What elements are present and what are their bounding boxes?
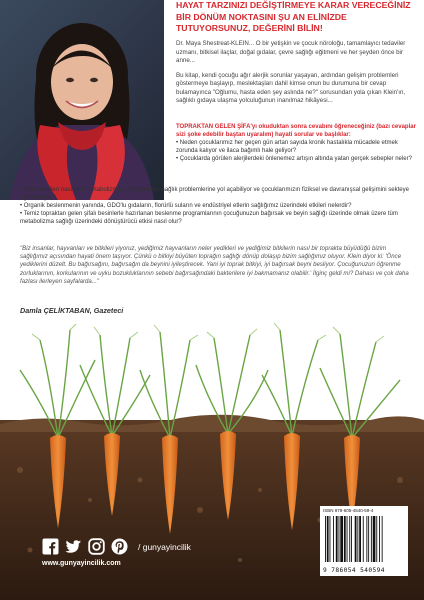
questions-continued: [20, 186, 414, 226]
question-item: • Gıda alerjileri nasıl tüm metabolizmayı etkileyebilen sağlık problemlerine yol açabiliyor ve çocuklarımızın fiziksel ve davranışsal gelişimini sekteye uğratabiliyor?: [20, 187, 409, 201]
website-link[interactable]: www.gunyayincilik.com: [42, 560, 121, 567]
headline: HAYAT TARZINIZI DEĞİŞTİRMEYE KARAR VERECEĞİNİZ BİR DÖNÜM NOKTASINI ŞU AN ELİNİZDE TUTUYORSUNUZ, DEĞERİNİ BİLİN!: [176, 0, 411, 33]
intro-text: [176, 40, 416, 112]
questions-title: TOPRAKTAN GELEN ŞİFA'yı okuduktan sonra cevabını öğreneceğiniz (bazı cevaplar sizi şoke edebilir baştan uyaralım) hayati sorular ve başlıklar:: [176, 124, 416, 138]
facebook-icon[interactable]: [42, 538, 59, 555]
pinterest-icon[interactable]: [111, 538, 128, 555]
questions-section: [176, 123, 416, 163]
social-links: [42, 538, 191, 555]
isbn-barcode: [320, 506, 408, 576]
intro-paragraph: Dr. Maya Shestreat-KLEIN... O bir yetişkin ve çocuk nöroloğu, tamamlayıcı tedaviler uzmanı, bitkisel ilaçlar, doğal gıdalar, çevre sağlığı eğitmeni ve her şeyden önce bir anne...: [176, 40, 406, 64]
social-handle: / gunyayincilik: [138, 541, 191, 552]
quote-author: Damla ÇELİKTABAN, Gazeteci: [20, 306, 124, 315]
question-item: • Çocuklarda görülen alerjilerdeki önlenemez artışın altında yatan gerçek sebepler neler?: [176, 156, 412, 162]
question-item: • Organik beslenmenin yanında, GDO'lu gıdaların, florürlü suların ve endüstriyel etlerin sağlığımız üzerindeki etkileri nelerdir?: [20, 203, 352, 209]
question-item: • Neden çocuklarımız her geçen gün artan sayıda kronik hastalıkla mücadele etmek zorunda kalıyor ve ilaca bağımlı hale geliyor?: [176, 140, 398, 154]
question-item: • Temiz topraktan gelen şifalı besinlerle hazırlanan beslenme programlarının çocuğunuzun bağırsak ve beyin sağlığı üzerinde olmak üzere tüm metabolizma sağlığı üzerindeki dönüştürücü etkisi nasıl olur?: [20, 211, 398, 225]
isbn-label: ISBN 978-605-4540-59-4: [323, 508, 374, 513]
twitter-icon[interactable]: [65, 538, 82, 555]
instagram-icon[interactable]: [88, 538, 105, 555]
author-photo: [0, 0, 164, 200]
barcode-icon: [323, 516, 405, 562]
intro-paragraph: Bu kitap, kendi çocuğu ağır alerjik sorunlar yaşayan, ardından gelişim problemleri göstermeye başlayıp, meslektaşları dahil kimse onun bu durumuna bir cevap bulamayınca "Oğlumu, hasta eden şey aslında ne?" sorusundan yola çıkan Klein'ın, sağlıklı gıdaya ulaşma yolculuğunun inanılmaz hikâyesi...: [176, 71, 406, 104]
isbn-digits: 9 786054 540594: [323, 567, 385, 574]
quote-text: "Biz insanlar, hayvanları ve bitkileri yiyoruz, yediğimiz hayvanların neler yedikleri ve yediğimiz bitkilerin nasıl bir toprakta büyüdüğü bizim sağlığımız açısından hayati önem taşıyor. Çünkü o bitkiyi büyüten toprağın sağlığı dönüp dolaşıp bizim sağlığımız oluyor. Klein diyor ki: 'Önce yediklerini düzelt. Bu bağırsağını, bağırsağın da beynini iyileştirecek. Yani iyi toprak bitkiyi, iyi bağırsak beyni besliyor. Çocuğunuzun öğrenme zorluklarının, korkularının ve uyku bozukluklarının sebebi bağırsağındaki bakterilere iyi bakmamanız olabilir.' İlginç geldi mi? Dahası ve çok daha fazlası ilerleyen sayfalarda...": [20, 245, 409, 285]
